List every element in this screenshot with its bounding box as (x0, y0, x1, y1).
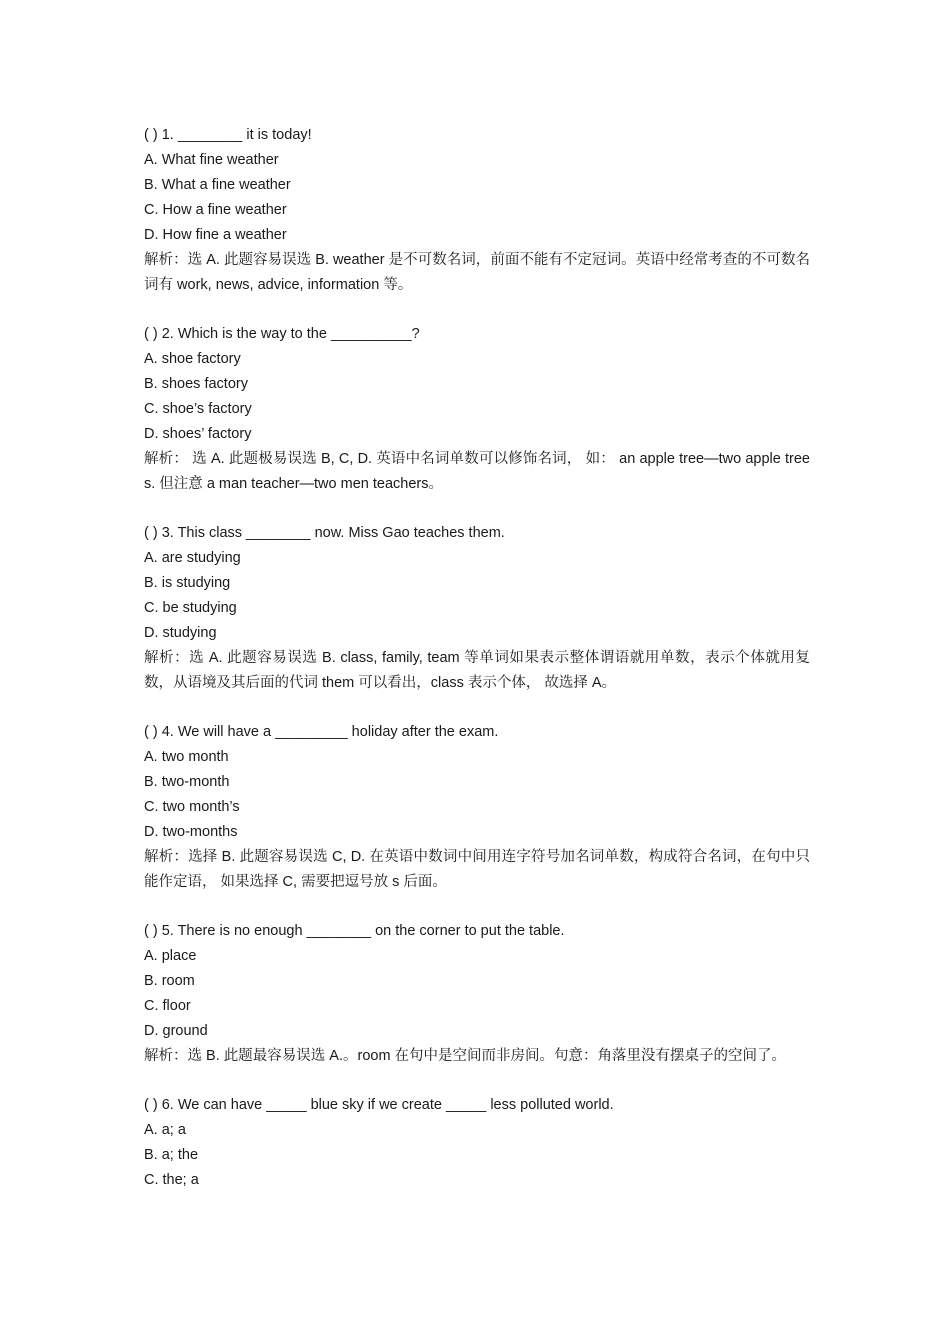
question-stem: ( ) 3. This class ________ now. Miss Gao teaches them. (144, 525, 505, 541)
option-a: A. two month (144, 749, 229, 765)
option-b: B. is studying (144, 575, 231, 591)
answer-explanation: 解析： 选 A. 此题极易误选 B, C, D. 英语中名词单数可以修饰名词， 如： an apple tree—two apple trees. 但注意 a man teacher—two men teachers。 (144, 451, 810, 492)
option-a: A. are studying (144, 550, 241, 566)
question-4 (144, 720, 810, 895)
option-c: C. How a fine weather (144, 202, 287, 218)
answer-explanation: 解析：选 A. 此题容易误选 B. weather 是不可数名词，前面不能有不定冠词。英语中经常考查的不可数名词有 work, news, advice, information 等。 (144, 252, 810, 293)
question-6 (144, 1093, 810, 1193)
answer-explanation: 解析：选 A. 此题容易误选 B. class, family, team 等单词如果表示整体谓语就用单数，表示个体就用复数，从语境及其后面的代词 them 可以看出，class 表示个体， 故选择 A。 (144, 650, 810, 691)
option-c: C. floor (144, 998, 191, 1014)
document-page (144, 123, 810, 1217)
option-a: A. What fine weather (144, 152, 279, 168)
option-d: D. two-months (144, 824, 238, 840)
answer-explanation: 解析：选 B. 此题最容易误选 A.。room 在句中是空间而非房间。句意：角落里没有摆桌子的空间了。 (144, 1048, 787, 1064)
option-c: C. two month’s (144, 799, 240, 815)
option-c: C. the; a (144, 1172, 199, 1188)
question-1 (144, 123, 810, 298)
answer-explanation: 解析：选择 B. 此题容易误选 C, D. 在英语中数词中间用连字符号加名词单数，构成符合名词，在句中只能作定语， 如果选择 C, 需要把逗号放 s 后面。 (144, 849, 810, 890)
question-stem: ( ) 1. ________ it is today! (144, 127, 312, 143)
option-b: B. What a fine weather (144, 177, 291, 193)
option-d: D. How fine a weather (144, 227, 287, 243)
question-stem: ( ) 5. There is no enough ________ on the corner to put the table. (144, 923, 565, 939)
question-stem: ( ) 6. We can have _____ blue sky if we create _____ less polluted world. (144, 1097, 614, 1113)
option-a: A. place (144, 948, 197, 964)
option-a: A. shoe factory (144, 351, 241, 367)
question-2 (144, 322, 810, 497)
option-d: D. studying (144, 625, 217, 641)
question-5 (144, 919, 810, 1069)
option-c: C. be studying (144, 600, 237, 616)
option-b: B. a; the (144, 1147, 199, 1163)
option-b: B. shoes factory (144, 376, 248, 392)
question-3 (144, 521, 810, 696)
option-b: B. room (144, 973, 195, 989)
option-b: B. two-month (144, 774, 230, 790)
option-a: A. a; a (144, 1122, 186, 1138)
option-d: D. ground (144, 1023, 208, 1039)
option-d: D. shoes’ factory (144, 426, 252, 442)
question-stem: ( ) 4. We will have a _________ holiday after the exam. (144, 724, 499, 740)
option-c: C. shoe’s factory (144, 401, 252, 417)
question-stem: ( ) 2. Which is the way to the __________? (144, 326, 420, 342)
